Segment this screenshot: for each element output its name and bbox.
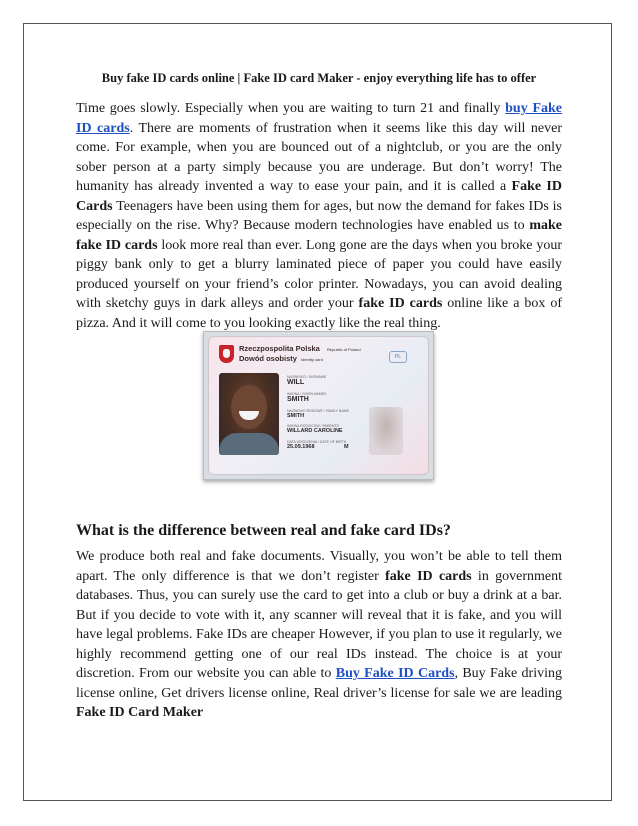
eagle-emblem-icon [219,345,234,363]
portrait-photo [219,373,279,455]
section-text-2: in government databases. Thus, you can surely use the card to get into a club or buy a drink at a bar. But if you decide to vote with it, any scanner will reveal that it is fake, and you will have legal problems. Fake IDs are cheaper However, if you plan to use it regularly, we highly recommend getting one of our real IDs instead. The choice is at your discretion. From our website you can able to [76,568,563,681]
surname-value: WILL [287,379,305,386]
family-name-label: NAZWISKO RODOWE / FAMILY NAME [287,409,349,413]
intro-bold-2: make fake ID cards [76,218,562,253]
section-text-1: We produce both real and fake documents. Visually, you won’t be able to tell them apart. The only difference is that we don’t register [76,549,562,584]
buy-fake-id-link[interactable]: buy Fake ID cards [76,101,563,136]
pl-badge: PL [389,351,407,363]
sex-value: M [344,444,349,450]
intro-text-2: . There are moments of frustration when it seems like this day will never come. For example, when you are bounced out of a nightclub, or you are the only sober person at a party simply because you are underage. But don’t worry! The humanity has already invented a way to ease your pain, and it is called a [76,120,562,194]
intro-text-1: Time goes slowly. Especially when you are waiting to turn 21 and finally [76,101,506,116]
section-heading: What is the difference between real and fake card IDs? [76,522,451,539]
ghost-image [369,407,403,455]
id-card-header [239,344,409,364]
parents-label: IMIONA RODZICÓW / PARENTS [287,424,339,428]
given-names-label: IMIONA / GIVEN NAMES [287,392,327,396]
section-bold-1: fake ID cards [385,568,472,584]
section-bold-2: Fake ID Card Maker [76,705,204,720]
surname-label: NAZWISKO / SURNAME [287,375,327,379]
id-card [208,336,429,475]
buy-fake-id-cards-link[interactable]: Buy Fake ID Cards [335,666,455,681]
intro-text-3: Teenagers have been using them for ages, but now the demand for fakes IDs is especially on the rise. Why? Because modern technologies have enabled us to [76,198,562,233]
id-card-country: Rzeczpospolita Polska [239,344,320,353]
intro-bold-1: Fake ID Cards [76,179,562,214]
id-card-doc-type-en: Identity card [301,357,323,362]
intro-paragraph [76,99,562,333]
family-name-value: SMITH [287,413,305,419]
birth-date-label: DATA URODZENIA / DATE OF BIRTH [287,440,347,444]
intro-text-5: online like a box of pizza. And it will come to you looking exactly like the real thing. [76,296,562,331]
birth-date-value: 25.09.1968 [287,444,315,450]
intro-bold-3: fake ID cards [358,296,443,311]
section-text-3: , Buy Fake driving license online, Get drivers license online, Real driver’s license for sale we are leading [76,666,562,701]
section-paragraph [76,547,562,723]
intro-text-4: look more real than ever. Long gone are the days when you broke your piggy bank only to get a blurry laminated piece of paper you could have easily produced yourself on your friend’s color printer. Nowadays, you can avoid dealing with sketchy guys in dark alleys and order your [76,237,562,311]
given-names-value: SMITH [287,396,309,403]
id-card-country-en: Republic of Poland [327,347,361,352]
document-title: Buy fake ID cards online | Fake ID card Maker - enjoy everything life has to offer [101,71,537,85]
parents-value: WILLARD CAROLINE [287,428,343,434]
id-card-image [203,331,434,480]
id-card-doc-type: Dowód osobisty [239,354,297,363]
